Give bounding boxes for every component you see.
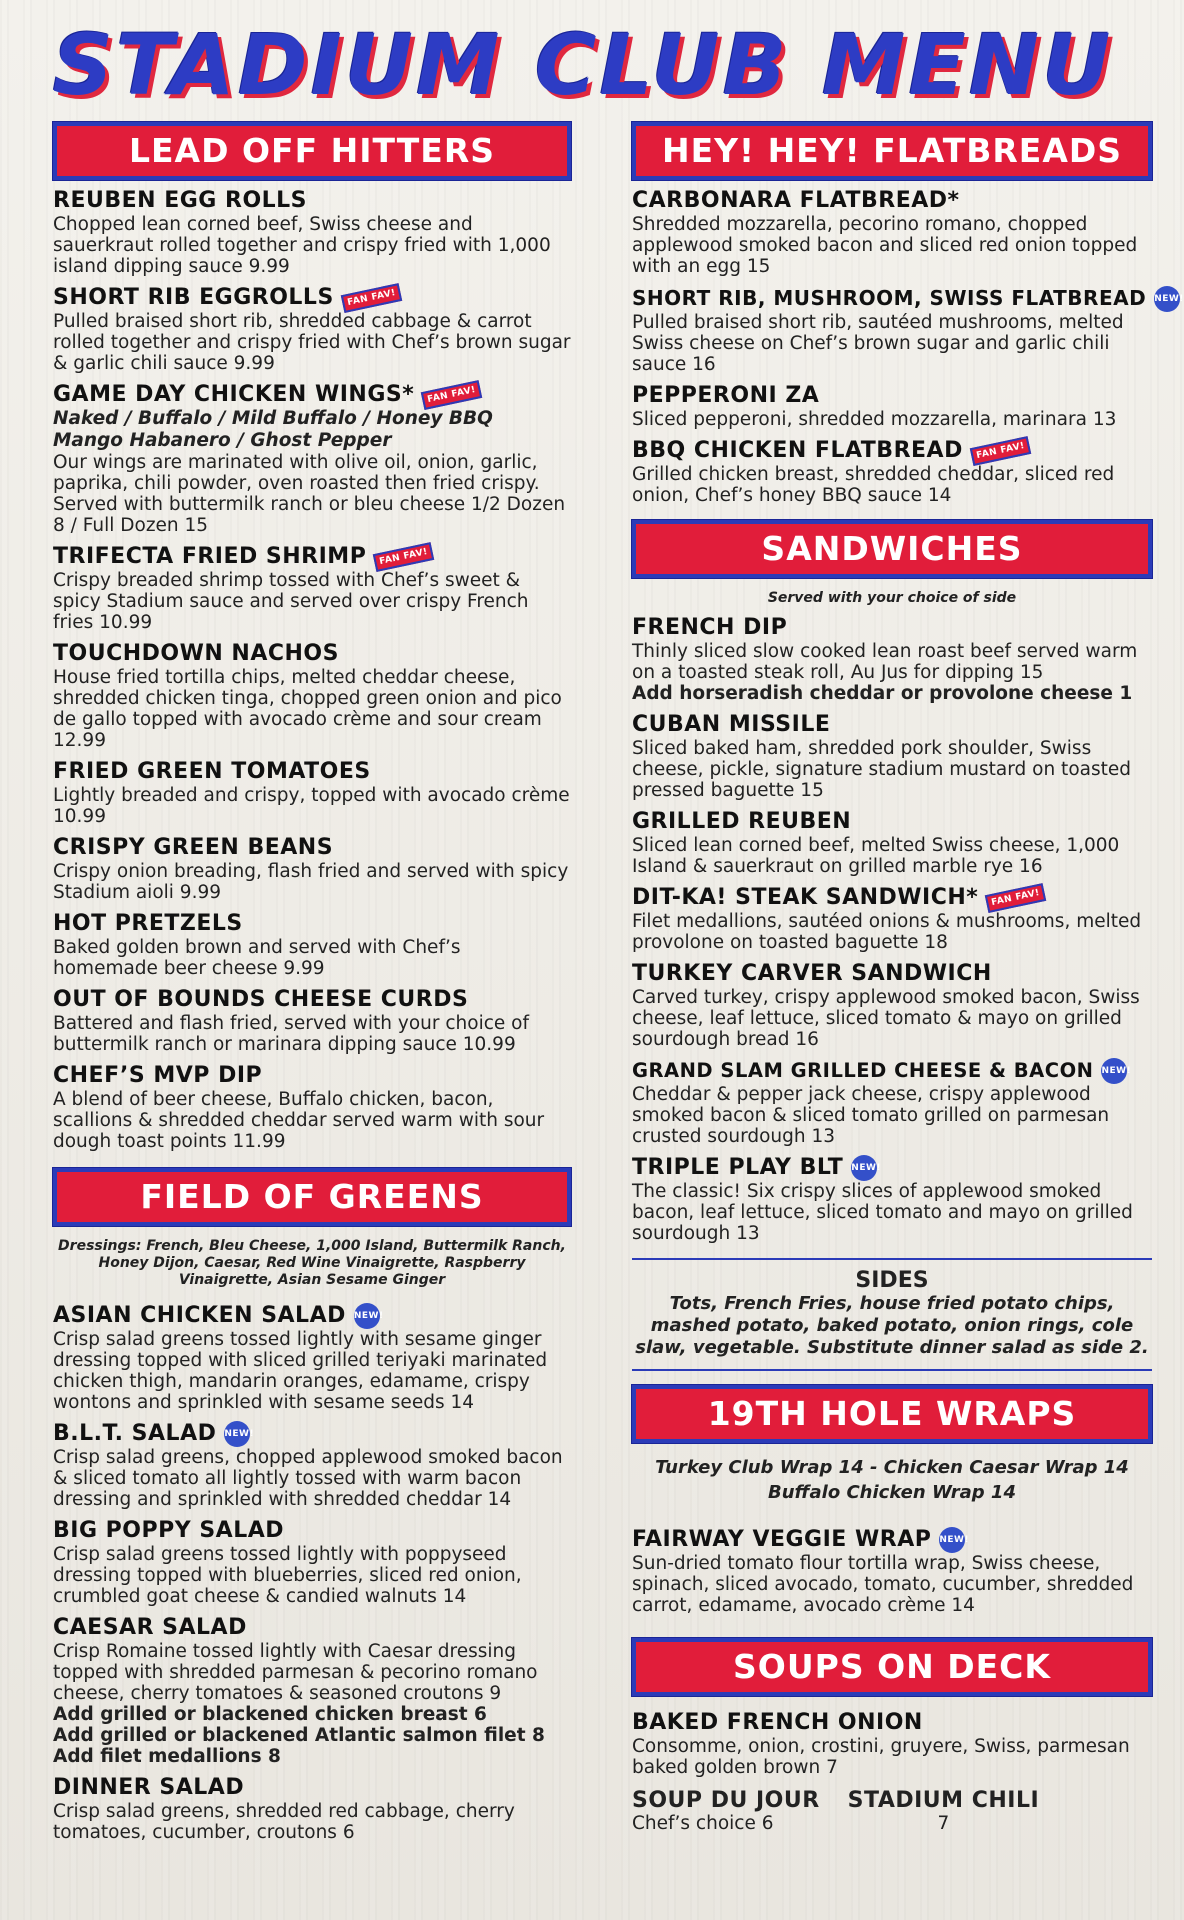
item-desc: Carved turkey, crispy applewood smoked bacon, Swiss cheese, leaf lettuce, sliced tomato & mayo on grilled sourdough bread 16 xyxy=(632,987,1140,1050)
item-desc: Crisp salad greens, chopped applewood smoked bacon & sliced tomato all lightly tossed with warm bacon dressing and sprinkled with shredded cheddar 14 xyxy=(53,1447,563,1510)
item-name: BAKED FRENCH ONION xyxy=(632,1710,923,1735)
menu-item xyxy=(632,615,1152,704)
item-desc: Grilled chicken breast, shredded cheddar, sliced red onion, Chef’s honey BBQ sauce 14 xyxy=(632,464,1115,506)
sides-section xyxy=(632,1258,1152,1371)
menu-item xyxy=(53,1615,571,1767)
item-desc: Chopped lean corned beef, Swiss cheese and sauerkraut rolled together and crispy fried with 1,000 island dipping sauce 9.99 xyxy=(53,214,551,277)
sides-heading: SIDES xyxy=(855,1268,929,1293)
add-on: Add filet medallions 8 xyxy=(53,1746,281,1767)
item-name: TRIPLE PLAY BLT xyxy=(632,1155,844,1180)
item-name: HOT PRETZELS xyxy=(53,911,243,936)
item-name: CAESAR SALAD xyxy=(53,1615,247,1640)
menu-item xyxy=(53,759,571,827)
menu-item xyxy=(53,835,571,903)
wing-flavors-2: Mango Habanero / Ghost Pepper xyxy=(53,430,392,451)
item-name: CHEF’S MVP DIP xyxy=(53,1063,263,1088)
new-badge: NEW! xyxy=(354,1303,380,1329)
item-name: PEPPERONI ZA xyxy=(632,383,820,408)
menu-item xyxy=(53,1421,571,1510)
item-desc: Sliced baked ham, shredded pork shoulder, Swiss cheese, pickle, signature stadium mustard on toasted pressed baguette 15 xyxy=(632,738,1131,801)
menu-item xyxy=(53,911,571,979)
menu-item xyxy=(53,188,571,277)
fan-fav-badge: FAN FAV! xyxy=(421,380,483,410)
menu-item xyxy=(632,1710,1152,1778)
item-desc: Thinly sliced slow cooked lean roast beef served warm on a toasted steak roll, Au Jus for dipping 15 xyxy=(632,641,1138,683)
stadium-chili xyxy=(848,1788,1039,1834)
wraps-line-2: Buffalo Chicken Wrap 14 xyxy=(768,1482,1016,1503)
item-name: OUT OF BOUNDS CHEESE CURDS xyxy=(53,987,469,1012)
item-desc: House fried tortilla chips, melted cheddar cheese, shredded chicken tinga, chopped green onion and pico de gallo topped with avocado crème and sour cream 12.99 xyxy=(53,667,562,751)
item-name: GRILLED REUBEN xyxy=(632,809,852,834)
flatbreads-banner: HEY! HEY! FLATBREADS xyxy=(632,122,1152,180)
menu-item xyxy=(53,382,571,536)
item-desc: Lightly breaded and crispy, topped with avocado crème 10.99 xyxy=(53,785,570,827)
sides-text: Tots, French Fries, house fried potato chips, mashed potato, baked potato, onion rings, cole slaw, vegetable. Substitute dinner salad as side 2. xyxy=(635,1293,1149,1358)
item-desc: Crisp salad greens tossed lightly with poppyseed dressing topped with blueberries, sliced red onion, crumbled goat cheese & candied walnuts 14 xyxy=(53,1544,522,1607)
right-column xyxy=(632,122,1184,1834)
menu-item xyxy=(632,1527,1152,1616)
menu-title: STADIUM CLUB MENU xyxy=(52,16,1114,114)
menu-item xyxy=(53,1775,571,1843)
menu-item xyxy=(53,544,571,633)
item-desc: Crisp salad greens tossed lightly with sesame ginger dressing topped with sliced grilled teriyaki marinated chicken thigh, mandarin oranges, edamame, crispy wontons and sprinkled with sesame seeds 14 xyxy=(53,1329,548,1413)
menu-item xyxy=(632,188,1152,277)
item-name: GRAND SLAM GRILLED CHEESE & BACON xyxy=(632,1059,1094,1082)
add-on: Add grilled or blackened chicken breast 6 xyxy=(53,1704,487,1725)
sandwiches-note: Served with your choice of side xyxy=(767,590,1017,606)
item-desc: Pulled braised short rib, shredded cabbage & carrot rolled together and crispy fried with Chef’s brown sugar & garlic chili sauce 9.99 xyxy=(53,311,571,374)
item-name: BBQ CHICKEN FLATBREAD xyxy=(632,438,963,463)
new-badge: NEW! xyxy=(1154,286,1180,312)
menu-item xyxy=(632,961,1152,1050)
soups-banner: SOUPS ON DECK xyxy=(632,1638,1152,1696)
menu-item xyxy=(53,641,571,751)
sandwiches-banner: SANDWICHES xyxy=(632,520,1152,578)
item-name: GAME DAY CHICKEN WINGS* xyxy=(53,382,415,407)
menu-item xyxy=(632,885,1152,953)
item-name: BIG POPPY SALAD xyxy=(53,1518,285,1543)
item-name: SHORT RIB EGGROLLS xyxy=(53,285,334,310)
item-desc: Crisp salad greens, shredded red cabbage, cherry tomatoes, cucumber, croutons 6 xyxy=(53,1801,515,1843)
left-column xyxy=(53,122,571,1843)
item-desc: Our wings are marinated with olive oil, onion, garlic, paprika, chili powder, oven roasted then fried crispy. Served with buttermilk ranch or bleu cheese 1/2 Dozen 8 / Full Dozen 15 xyxy=(53,452,566,536)
menu-item xyxy=(53,285,571,374)
item-desc: Sliced lean corned beef, melted Swiss cheese, 1,000 Island & sauerkraut on grilled marble rye 16 xyxy=(632,835,1120,877)
item-desc: Shredded mozzarella, pecorino romano, chopped applewood smoked bacon and sliced red onion topped with an egg 15 xyxy=(632,214,1138,277)
item-name: REUBEN EGG ROLLS xyxy=(53,188,308,213)
item-name: SHORT RIB, MUSHROOM, SWISS FLATBREAD xyxy=(632,286,1147,310)
item-desc: A blend of beer cheese, Buffalo chicken, bacon, scallions & shredded cheddar served warm with sour dough toast points 11.99 xyxy=(53,1089,545,1152)
wraps-line-1: Turkey Club Wrap 14 - Chicken Caesar Wrap 14 xyxy=(655,1457,1129,1478)
new-badge: NEW! xyxy=(224,1421,250,1447)
fan-fav-badge: FAN FAV! xyxy=(985,883,1047,913)
menu-item xyxy=(53,1063,571,1152)
menu-item xyxy=(632,383,1152,430)
item-name: CUBAN MISSILE xyxy=(632,712,831,737)
menu-item xyxy=(632,438,1152,506)
item-desc: Chef’s choice 6 xyxy=(632,1813,774,1834)
item-name: TRIFECTA FRIED SHRIMP xyxy=(53,544,367,569)
item-desc: Crispy onion breading, flash fried and served with spicy Stadium aioli 9.99 xyxy=(53,861,569,903)
menu-item xyxy=(632,285,1184,375)
item-desc: Pulled braised short rib, sautéed mushrooms, melted Swiss cheese on Chef’s brown sugar and garlic chili sauce 16 xyxy=(632,312,1124,375)
item-name: DIT-KA! STEAK SANDWICH* xyxy=(632,885,979,910)
menu-item xyxy=(632,1155,1152,1244)
fan-fav-badge: FAN FAV! xyxy=(970,436,1032,466)
wraps-banner: 19TH HOLE WRAPS xyxy=(632,1385,1152,1443)
greens-banner: FIELD OF GREENS xyxy=(53,1168,571,1226)
menu-item xyxy=(632,712,1152,801)
item-name: DINNER SALAD xyxy=(53,1775,245,1800)
fan-fav-badge: FAN FAV! xyxy=(341,283,403,313)
menu-item xyxy=(53,987,571,1055)
add-on: Add horseradish cheddar or provolone cheese 1 xyxy=(632,683,1133,704)
item-name: FRIED GREEN TOMATOES xyxy=(53,759,371,784)
item-name: SOUP DU JOUR xyxy=(632,1788,820,1813)
dressings-note: Dressings: French, Bleu Cheese, 1,000 Island, Buttermilk Ranch, Honey Dijon, Caesar, Red Wine Vinaigrette, Raspberry Vinaigrette, Asian Sesame Ginger xyxy=(58,1238,566,1288)
item-desc: The classic! Six crispy slices of applewood smoked bacon, leaf lettuce, sliced tomato and mayo on grilled sourdough 13 xyxy=(632,1181,1133,1244)
item-desc: Sliced pepperoni, shredded mozzarella, marinara 13 xyxy=(632,409,1117,430)
new-badge: NEW! xyxy=(939,1527,965,1553)
item-desc: Cheddar & pepper jack cheese, crispy applewood smoked bacon & sliced tomato grilled on parmesan crusted sourdough 13 xyxy=(632,1084,1110,1147)
soup-du-jour xyxy=(632,1788,820,1834)
add-on: Add grilled or blackened Atlantic salmon filet 8 xyxy=(53,1725,545,1746)
item-name: TURKEY CARVER SANDWICH xyxy=(632,961,992,986)
item-name: B.L.T. SALAD xyxy=(53,1421,217,1446)
item-desc: Consomme, onion, crostini, gruyere, Swiss, parmesan baked golden brown 7 xyxy=(632,1736,1130,1778)
item-name: ASIAN CHICKEN SALAD xyxy=(53,1303,346,1328)
menu-item xyxy=(53,1303,571,1413)
wing-flavors-1: Naked / Buffalo / Mild Buffalo / Honey BBQ xyxy=(53,408,493,429)
item-desc: Filet medallions, sautéed onions & mushrooms, melted provolone on toasted baguette 18 xyxy=(632,911,1142,953)
item-name: FAIRWAY VEGGIE WRAP xyxy=(632,1527,932,1552)
item-desc: Battered and flash fried, served with your choice of buttermilk ranch or marinara dipping sauce 10.99 xyxy=(53,1013,529,1055)
item-name: CARBONARA FLATBREAD* xyxy=(632,188,960,213)
item-desc: Sun-dried tomato flour tortilla wrap, Swiss cheese, spinach, sliced avocado, tomato, cucumber, shredded carrot, edamame, avocado crème 14 xyxy=(632,1553,1134,1616)
item-name: STADIUM CHILI xyxy=(847,1788,1040,1813)
menu-item xyxy=(632,1058,1152,1147)
item-name: CRISPY GREEN BEANS xyxy=(53,835,334,860)
item-name: TOUCHDOWN NACHOS xyxy=(53,641,339,666)
menu-item xyxy=(53,1518,571,1607)
item-name: FRENCH DIP xyxy=(632,615,788,640)
item-desc: Crispy breaded shrimp tossed with Chef’s sweet & spicy Stadium sauce and served over crispy French fries 10.99 xyxy=(53,570,529,633)
new-badge: NEW! xyxy=(1101,1058,1127,1084)
new-badge: NEW! xyxy=(851,1155,877,1181)
item-desc: 7 xyxy=(937,1813,950,1834)
fan-fav-badge: FAN FAV! xyxy=(373,542,435,572)
lead-off-banner: LEAD OFF HITTERS xyxy=(53,122,571,180)
item-desc: Crisp Romaine tossed lightly with Caesar dressing topped with shredded parmesan & pecorino romano cheese, cherry tomatoes & seasoned croutons 9 xyxy=(53,1641,538,1704)
item-desc: Baked golden brown and served with Chef’s homemade beer cheese 9.99 xyxy=(53,937,461,979)
menu-item xyxy=(632,809,1152,877)
